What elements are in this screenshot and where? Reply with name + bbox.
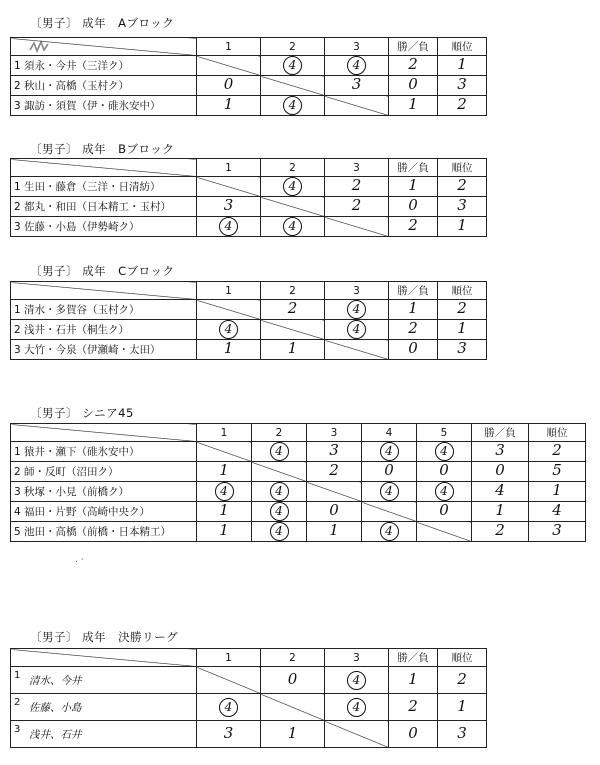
self-cell	[261, 197, 325, 217]
wl-value: 0	[408, 724, 418, 742]
wl-cell	[389, 694, 438, 721]
rank-cell	[438, 96, 487, 116]
score: 2	[287, 299, 298, 317]
score-cell	[261, 340, 325, 360]
col-header: 3	[325, 649, 389, 667]
rank-cell	[438, 300, 487, 320]
wl-header: 勝／負	[472, 424, 529, 442]
score-cell	[417, 502, 472, 522]
player-name: 2 師・反町（沼田ク）	[11, 462, 197, 482]
self-cell	[197, 667, 261, 694]
self-cell	[417, 522, 472, 542]
rank-value: 1	[457, 697, 467, 715]
wl-cell	[472, 502, 529, 522]
wl-cell	[472, 442, 529, 462]
wl-cell	[389, 667, 438, 694]
score-cell	[417, 462, 472, 482]
score-cell	[362, 482, 417, 502]
score: 2	[351, 176, 362, 194]
table-row	[11, 502, 586, 522]
rank-value: 3	[457, 339, 467, 357]
rank-header: 順位	[438, 38, 487, 56]
senior45-title: 〔男子〕 シニア45	[30, 406, 134, 420]
score-cell	[197, 197, 261, 217]
score: 0	[439, 461, 449, 479]
rank-value: 3	[457, 75, 467, 93]
wl-value: 1	[495, 501, 505, 519]
score: 4	[380, 522, 399, 541]
score-cell	[197, 502, 252, 522]
score-cell	[197, 721, 261, 748]
score: 4	[215, 482, 234, 501]
col-header: 2	[261, 649, 325, 667]
score-cell	[307, 462, 362, 482]
wl-value: 0	[408, 196, 418, 214]
score-cell	[261, 300, 325, 320]
score-cell	[362, 522, 417, 542]
wl-cell	[389, 76, 438, 96]
table-row	[11, 177, 487, 197]
score: 4	[219, 320, 238, 339]
wl-cell	[389, 340, 438, 360]
score-cell	[261, 667, 325, 694]
wl-cell	[389, 96, 438, 116]
score: 4	[283, 177, 302, 196]
score-cell	[325, 197, 389, 217]
wl-cell	[472, 482, 529, 502]
row-index: 2	[14, 697, 21, 708]
player-name: 1 猿井・瀬下（碓氷安中）	[11, 442, 197, 462]
wl-value: 4	[495, 481, 505, 499]
score-cell	[325, 56, 389, 76]
table-row	[11, 462, 586, 482]
wl-value: 1	[408, 670, 418, 688]
score: 0	[287, 670, 298, 688]
self-cell	[197, 56, 261, 76]
score-cell	[307, 522, 362, 542]
wl-value: 2	[495, 521, 505, 539]
score-cell	[307, 502, 362, 522]
col-header: 4	[362, 424, 417, 442]
wl-value: 2	[408, 55, 418, 73]
table-row	[11, 694, 487, 721]
table-row	[11, 217, 487, 237]
wl-value: 1	[408, 299, 418, 317]
score: 4	[283, 96, 302, 115]
self-cell	[325, 340, 389, 360]
col-header: 3	[325, 282, 389, 300]
score-cell	[325, 694, 389, 721]
col-header: 3	[307, 424, 362, 442]
score: 4	[380, 442, 399, 461]
col-header: 2	[261, 282, 325, 300]
self-cell	[325, 721, 389, 748]
rank-value: 2	[457, 176, 467, 194]
block-b-table	[10, 158, 487, 237]
score-cell	[252, 502, 307, 522]
score: 0	[223, 75, 234, 93]
player-name: 1 生田・藤倉（三洋・日清紡）	[11, 177, 197, 197]
player-name: 5 池田・高橋（前橋・日本精工）	[11, 522, 197, 542]
score: 3	[223, 724, 234, 742]
table-row	[11, 56, 487, 76]
player-name: 1 清水・多賀谷（玉村ク）	[11, 300, 197, 320]
table-row	[11, 522, 586, 542]
rank-value: 1	[457, 319, 467, 337]
rank-cell	[529, 462, 586, 482]
score: 1	[219, 501, 229, 519]
score: 4	[347, 300, 366, 319]
score-cell	[252, 522, 307, 542]
score: 4	[270, 482, 289, 501]
wl-cell	[389, 197, 438, 217]
rank-value: 1	[457, 55, 467, 73]
table-row	[11, 197, 487, 217]
player-name: 4 福田・片野（高崎中央ク）	[11, 502, 197, 522]
row-index: 1	[14, 670, 21, 681]
score: 4	[347, 671, 366, 690]
rank-value: 2	[457, 95, 467, 113]
score-cell	[325, 76, 389, 96]
score: 3	[223, 196, 234, 214]
table-row	[11, 482, 586, 502]
rank-header: 順位	[438, 282, 487, 300]
rank-cell	[438, 721, 487, 748]
score-cell	[197, 96, 261, 116]
player-name: 3 佐藤・小島（伊勢崎ク）	[11, 217, 197, 237]
player-name: 2 都丸・和田（日本精工・玉村）	[11, 197, 197, 217]
self-cell	[252, 462, 307, 482]
wl-header: 勝／負	[389, 282, 438, 300]
score: 4	[283, 217, 302, 236]
score: 4	[270, 522, 289, 541]
score-cell	[261, 217, 325, 237]
senior45-table	[10, 423, 586, 542]
wl-cell	[389, 217, 438, 237]
rank-cell	[438, 320, 487, 340]
table-row	[11, 667, 487, 694]
score: 1	[219, 521, 229, 539]
final-league-title: 〔男子〕 成年 決勝リーグ	[30, 630, 179, 644]
block-c-title: 〔男子〕 成年 Cブロック	[30, 264, 175, 278]
wl-cell	[389, 721, 438, 748]
rank-cell	[438, 56, 487, 76]
wl-value: 0	[408, 339, 418, 357]
rank-header: 順位	[438, 159, 487, 177]
wl-cell	[472, 522, 529, 542]
rank-value: 1	[552, 481, 562, 499]
self-cell	[197, 177, 261, 197]
score: 1	[287, 339, 298, 357]
block-a-title: 〔男子〕 成年 Aブロック	[30, 16, 175, 30]
wl-cell	[389, 300, 438, 320]
col-header: 1	[197, 282, 261, 300]
block-b-title: 〔男子〕 成年 Bブロック	[30, 142, 175, 156]
player-name: 1 須永・今井（三洋ク）	[11, 56, 197, 76]
score: 4	[270, 502, 289, 521]
wl-value: 3	[495, 441, 505, 459]
self-cell	[197, 442, 252, 462]
corner-cell	[11, 159, 197, 177]
col-header: 1	[197, 38, 261, 56]
player-name: 浅井、石井	[29, 728, 82, 741]
score-cell	[325, 300, 389, 320]
player-name: 3 秋塚・小見（前橋ク）	[11, 482, 197, 502]
rank-header: 順位	[438, 649, 487, 667]
score-cell	[197, 694, 261, 721]
score: 1	[329, 521, 339, 539]
score: 1	[223, 95, 234, 113]
score: 4	[219, 217, 238, 236]
table-row	[11, 340, 487, 360]
player-name: 2 浅井・石井（桐生ク）	[11, 320, 197, 340]
rank-cell	[438, 667, 487, 694]
score: 4	[347, 320, 366, 339]
table-row	[11, 442, 586, 462]
table-row	[11, 721, 487, 748]
score: 3	[351, 75, 362, 93]
wl-value: 2	[408, 216, 418, 234]
self-cell	[261, 694, 325, 721]
score: 1	[219, 461, 229, 479]
stray-marks: . ·	[75, 555, 84, 565]
wl-value: 1	[408, 95, 418, 113]
row-index: 3	[14, 724, 21, 735]
score-cell	[325, 667, 389, 694]
score-cell	[197, 482, 252, 502]
self-cell	[362, 502, 417, 522]
final-league-table	[10, 648, 487, 748]
rank-value: 2	[457, 670, 467, 688]
wl-cell	[389, 56, 438, 76]
score-cell	[362, 462, 417, 482]
score-cell	[261, 721, 325, 748]
score: 3	[329, 441, 339, 459]
rank-header: 順位	[529, 424, 586, 442]
score-cell	[325, 320, 389, 340]
rank-cell	[438, 217, 487, 237]
rank-cell	[529, 482, 586, 502]
score-cell	[197, 340, 261, 360]
score-cell	[197, 76, 261, 96]
rank-cell	[529, 522, 586, 542]
rank-value: 3	[552, 521, 562, 539]
score: 4	[435, 442, 454, 461]
rank-cell	[438, 177, 487, 197]
self-cell	[325, 96, 389, 116]
wl-value: 2	[408, 697, 418, 715]
score: 4	[435, 482, 454, 501]
col-header: 1	[197, 159, 261, 177]
rank-value: 1	[457, 216, 467, 234]
score-cell	[325, 177, 389, 197]
col-header: 2	[261, 159, 325, 177]
wl-header: 勝／負	[389, 159, 438, 177]
rank-value: 5	[552, 461, 562, 479]
wl-value: 2	[408, 319, 418, 337]
col-header: 5	[417, 424, 472, 442]
score-cell	[261, 177, 325, 197]
score: 0	[329, 501, 339, 519]
score: 0	[439, 501, 449, 519]
self-cell	[261, 320, 325, 340]
score-cell	[362, 442, 417, 462]
score: 4	[347, 56, 366, 75]
player-name: 佐藤、小島	[29, 701, 82, 714]
block-c-table	[10, 281, 487, 360]
table-row	[11, 96, 487, 116]
wl-cell	[472, 462, 529, 482]
rank-cell	[438, 197, 487, 217]
score-cell	[417, 442, 472, 462]
score-cell	[197, 320, 261, 340]
rank-cell	[438, 76, 487, 96]
score: 1	[287, 724, 298, 742]
corner-cell	[11, 38, 197, 56]
rank-cell	[438, 694, 487, 721]
player-name: 清水、今井	[29, 674, 82, 687]
wl-cell	[389, 320, 438, 340]
player-name-cell	[11, 667, 197, 694]
corner-cell	[11, 424, 197, 442]
score-cell	[197, 462, 252, 482]
corner-cell	[11, 649, 197, 667]
corner-cell	[11, 282, 197, 300]
wl-value: 1	[408, 176, 418, 194]
player-name: 3 大竹・今泉（伊瀬崎・太田）	[11, 340, 197, 360]
rank-cell	[438, 340, 487, 360]
player-name-cell	[11, 694, 197, 721]
score: 2	[329, 461, 339, 479]
self-cell	[197, 300, 261, 320]
player-name: 2 秋山・高橋（玉村ク）	[11, 76, 197, 96]
self-cell	[307, 482, 362, 502]
rank-value: 4	[552, 501, 562, 519]
score: 2	[351, 196, 362, 214]
rank-value: 3	[457, 196, 467, 214]
player-name-cell	[11, 721, 197, 748]
rank-value: 2	[457, 299, 467, 317]
score: 4	[283, 56, 302, 75]
col-header: 3	[325, 38, 389, 56]
col-header: 3	[325, 159, 389, 177]
table-row	[11, 76, 487, 96]
score-cell	[307, 442, 362, 462]
score-cell	[261, 56, 325, 76]
score-cell	[417, 482, 472, 502]
score-cell	[197, 522, 252, 542]
block-a-table	[10, 37, 487, 116]
score: 1	[223, 339, 234, 357]
self-cell	[261, 76, 325, 96]
score: 4	[380, 482, 399, 501]
score: 4	[347, 698, 366, 717]
table-row	[11, 320, 487, 340]
col-header: 1	[197, 649, 261, 667]
score: 4	[219, 698, 238, 717]
rank-value: 2	[552, 441, 562, 459]
col-header: 2	[261, 38, 325, 56]
wl-value: 0	[408, 75, 418, 93]
rank-value: 3	[457, 724, 467, 742]
table-row	[11, 300, 487, 320]
score: 4	[270, 442, 289, 461]
self-cell	[325, 217, 389, 237]
wl-cell	[389, 177, 438, 197]
wl-header: 勝／負	[389, 649, 438, 667]
wl-value: 0	[495, 461, 505, 479]
score-cell	[197, 217, 261, 237]
rank-cell	[529, 442, 586, 462]
wl-header: 勝／負	[389, 38, 438, 56]
col-header: 2	[252, 424, 307, 442]
player-name: 3 諏訪・須賀（伊・碓氷安中）	[11, 96, 197, 116]
score-cell	[252, 482, 307, 502]
score: 0	[384, 461, 394, 479]
score-cell	[261, 96, 325, 116]
col-header: 1	[197, 424, 252, 442]
score-cell	[252, 442, 307, 462]
rank-cell	[529, 502, 586, 522]
